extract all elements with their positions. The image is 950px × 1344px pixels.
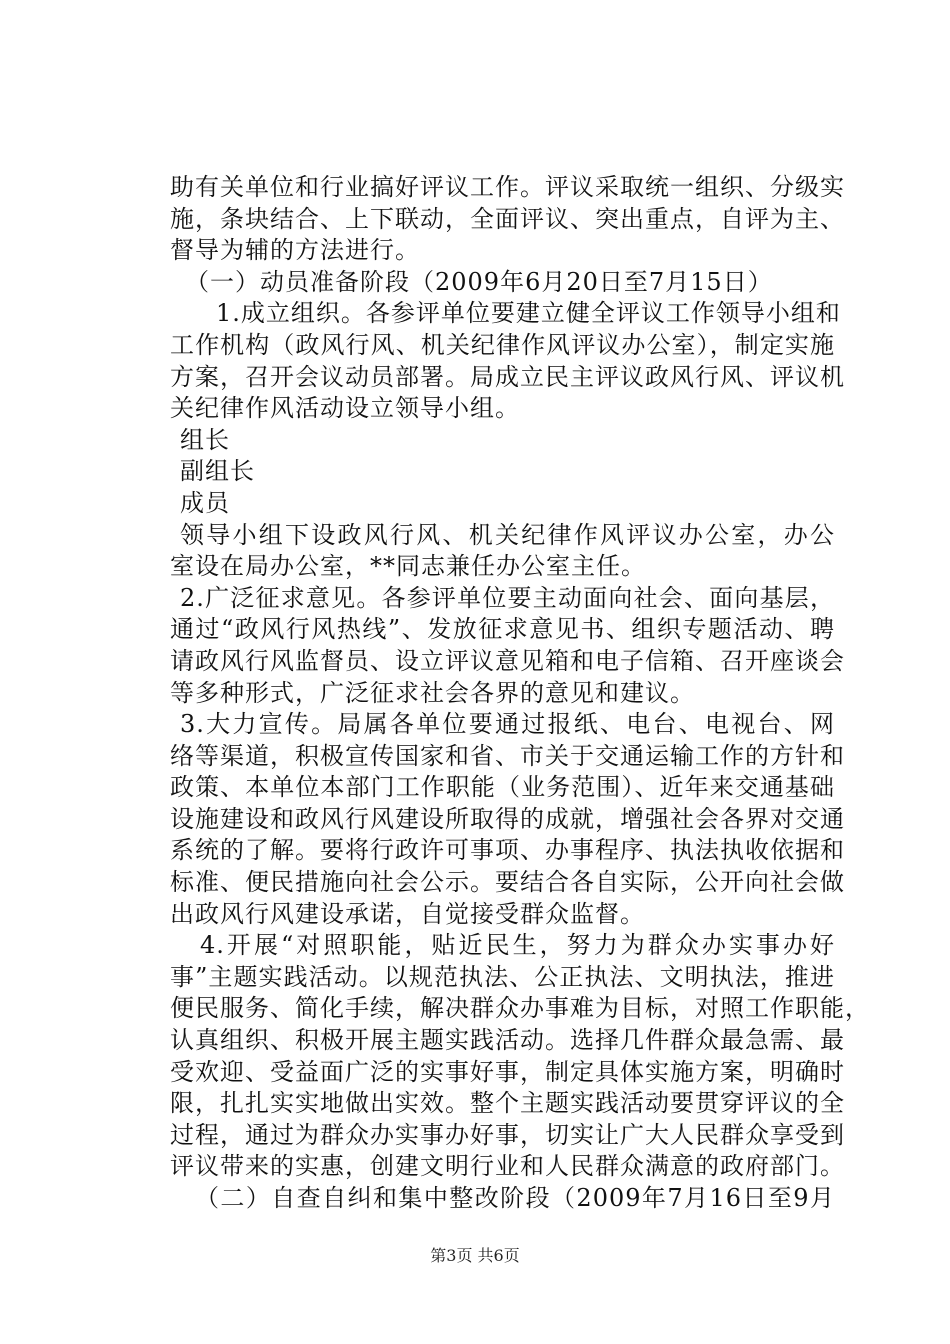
text-line: 政策、本单位本部门工作职能（业务范围）、近年来交通基础 [170,773,835,802]
text-line: 督导为辅的方法进行。 [170,236,420,265]
text-line: 工作机构（政风行风、机关纪律作风评议办公室），制定实施 [170,330,835,359]
text-line: 系统的了解。要将行政许可事项、办事程序、执法执收依据和 [170,836,845,865]
text-line: 施，条块结合、上下联动，全面评议、突出重点，自评为主、 [170,204,845,233]
page-number: 第3页 共6页 [430,1246,520,1265]
text-line: 通过“政风行风热线”、发放征求意见书、组织专题活动、聘 [170,615,835,644]
section-heading: （二）自查自纠和集中整改阶段（2009年7月16日至9月 [195,1184,835,1212]
text-line: 3.大力宣传。局属各单位要通过报纸、电台、电视台、网 [180,710,835,739]
text-line: 方案，召开会议动员部署。局成立民主评议政风行风、评议机 [170,362,845,391]
text-line: 2.广泛征求意见。各参评单位要主动面向社会、面向基层， [180,583,835,612]
text-line: 事”主题实践活动。以规范执法、公正执法、文明执法，推进 [170,962,835,991]
text-line: 受欢迎、受益面广泛的实事好事，制定具体实施方案，明确时 [170,1057,845,1086]
text-line: 组长 [180,425,230,454]
text-line: 标准、便民措施向社会公示。要结合各自实际，公开向社会做 [170,868,845,897]
text-line: 助有关单位和行业搞好评议工作。评议采取统一组织、分级实 [170,173,845,201]
text-line: 过程，通过为群众办实事办好事，切实让广大人民群众享受到 [170,1120,845,1149]
text-line: 限，扎扎实实地做出实效。整个主题实践活动要贯穿评议的全 [170,1089,845,1118]
text-line: 络等渠道，积极宣传国家和省、市关于交通运输工作的方针和 [170,741,845,770]
text-line: 等多种形式，广泛征求社会各界的意见和建议。 [170,678,695,707]
document-body [170,172,870,1215]
text-line: 领导小组下设政风行风、机关纪律作风评议办公室，办公 [180,520,835,549]
text-line: 认真组织、积极开展主题实践活动。选择几件群众最急需、最 [170,1026,845,1055]
section-heading: （一）动员准备阶段（2009年6月20日至7月15日） [185,267,773,296]
text-line: 1.成立组织。各参评单位要建立健全评议工作领导小组和 [216,299,841,328]
text-line: 便民服务、简化手续，解决群众办事难为目标，对照工作职能， [170,994,870,1023]
text-line: 4.开展“对照职能，贴近民生，努力为群众办实事办好 [200,931,835,960]
text-line: 室设在局办公室，**同志兼任办公室主任。 [170,552,646,581]
text-line: 关纪律作风活动设立领导小组。 [170,394,520,423]
text-line: 成员 [180,488,230,517]
text-line: 请政风行风监督员、设立评议意见箱和电子信箱、召开座谈会 [170,646,845,675]
text-line: 副组长 [180,457,255,486]
text-line: 设施建设和政风行风建设所取得的成就，增强社会各界对交通 [170,804,845,833]
text-line: 出政风行风建设承诺，自觉接受群众监督。 [170,899,645,928]
text-line: 评议带来的实惠，创建文明行业和人民群众满意的政府部门。 [170,1152,845,1181]
